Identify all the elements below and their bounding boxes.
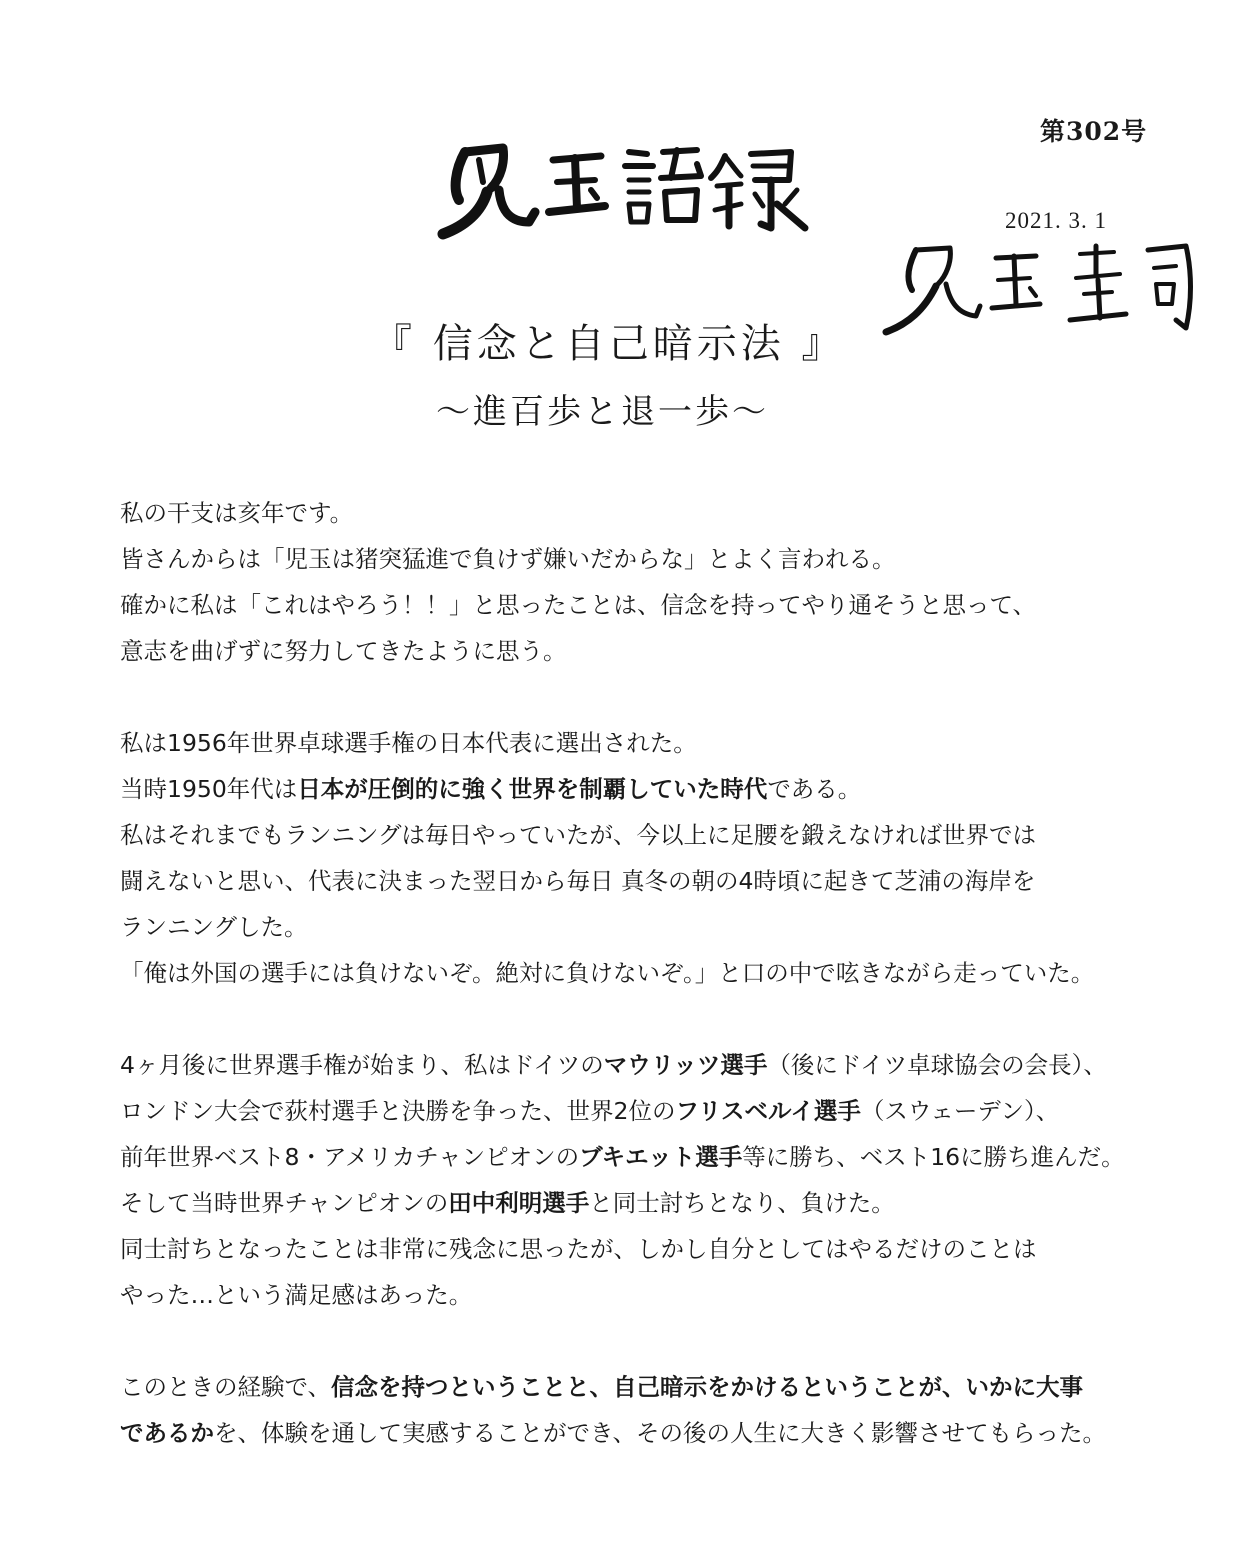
paragraph-line: 確かに私は「これはやろう！！」と思ったことは、信念を持ってやり通そうと思って、 (120, 591, 1037, 619)
paragraph-3 (120, 1042, 1160, 1318)
emphasis-text: フリスベルイ選手 (675, 1097, 861, 1125)
article-body (120, 490, 1160, 1502)
issue-number: 第302号 (1040, 117, 1148, 146)
text-segment: 等に勝ち、ベスト16に勝ち進んだ。 (742, 1143, 1125, 1171)
paragraph-line (120, 1134, 1160, 1180)
emphasis-text: 日本が圧倒的に強く世界を制覇していた時代 (297, 775, 768, 803)
text-segment: を、体験を通して実感することができ、その後の人生に大きく影響させてもらった。 (214, 1419, 1107, 1447)
text-segment: そして当時世界チャンピオンの (120, 1189, 449, 1217)
paragraph-line: やった…という満足感はあった。 (120, 1281, 473, 1309)
text-segment: 4ヶ月後に世界選手権が始まり、私はドイツの (120, 1051, 604, 1079)
paragraph-4 (120, 1364, 1160, 1456)
paragraph-line (120, 1088, 1160, 1134)
text-segment: このときの経験で、 (120, 1373, 332, 1401)
text-segment: 前年世界ベスト8・アメリカチャンピオンの (120, 1143, 580, 1171)
paragraph-line: 私の干支は亥年です。 (120, 499, 354, 527)
emphasis-text: マウリッツ選手 (603, 1051, 768, 1079)
text-segment: と同士討ちとなり、負けた。 (589, 1189, 895, 1217)
emphasis-text: であるか (120, 1419, 214, 1447)
paragraph-line: 皆さんからは「児玉は猪突猛進で負けず嫌いだからな」とよく言われる。 (120, 545, 896, 573)
paragraph-line: 私はそれまでもランニングは毎日やっていたが、今以上に足腰を鍛えなければ世界では (120, 821, 1037, 849)
brand-calligraphy-logo (425, 130, 815, 240)
page-title: 『 信念と自己暗示法 』 (372, 321, 846, 367)
emphasis-text: 信念を持つということと、自己暗示をかけるということが、いかに大事 (331, 1373, 1084, 1401)
text-segment: （後にドイツ卓球協会の会長）、 (767, 1051, 1107, 1079)
paragraph-line (120, 766, 1160, 812)
paragraph-1 (120, 490, 1160, 674)
paragraph-line: 闘えないと思い、代表に決まった翌日から毎日 真冬の朝の4時頃に起きて芝浦の海岸を (120, 867, 1036, 895)
text-segment: ロンドン大会で荻村選手と決勝を争った、世界2位の (120, 1097, 676, 1125)
paragraph-line (120, 1180, 1160, 1226)
publication-date: 2021. 3. 1 (1005, 208, 1107, 233)
paragraph-line: ランニングした。 (120, 913, 308, 941)
paragraph-line: 「俺は外国の選手には負けないぞ。絶対に負けないぞ。」と口の中で呟きながら走っていた。 (120, 959, 1095, 987)
paragraph-line (120, 1364, 1160, 1410)
emphasis-text: 田中利明選手 (448, 1189, 590, 1217)
emphasis-text: ブキエット選手 (579, 1143, 743, 1171)
paragraph-line: 私は1956年世界卓球選手権の日本代表に選出された。 (120, 729, 697, 757)
author-signature (880, 232, 1210, 342)
page-subtitle: 〜進百歩と退一歩〜 (436, 392, 769, 432)
text-segment: 当時1950年代は (120, 775, 298, 803)
paragraph-line (120, 1042, 1160, 1088)
text-segment: （スウェーデン）、 (860, 1097, 1060, 1125)
paragraph-line: 同士討ちとなったことは非常に残念に思ったが、しかし自分としてはやるだけのことは (120, 1235, 1037, 1263)
paragraph-line (120, 1410, 1160, 1456)
paragraph-2 (120, 720, 1160, 996)
text-segment: である。 (767, 775, 862, 803)
paragraph-line: 意志を曲げずに努力してきたように思う。 (120, 637, 567, 665)
